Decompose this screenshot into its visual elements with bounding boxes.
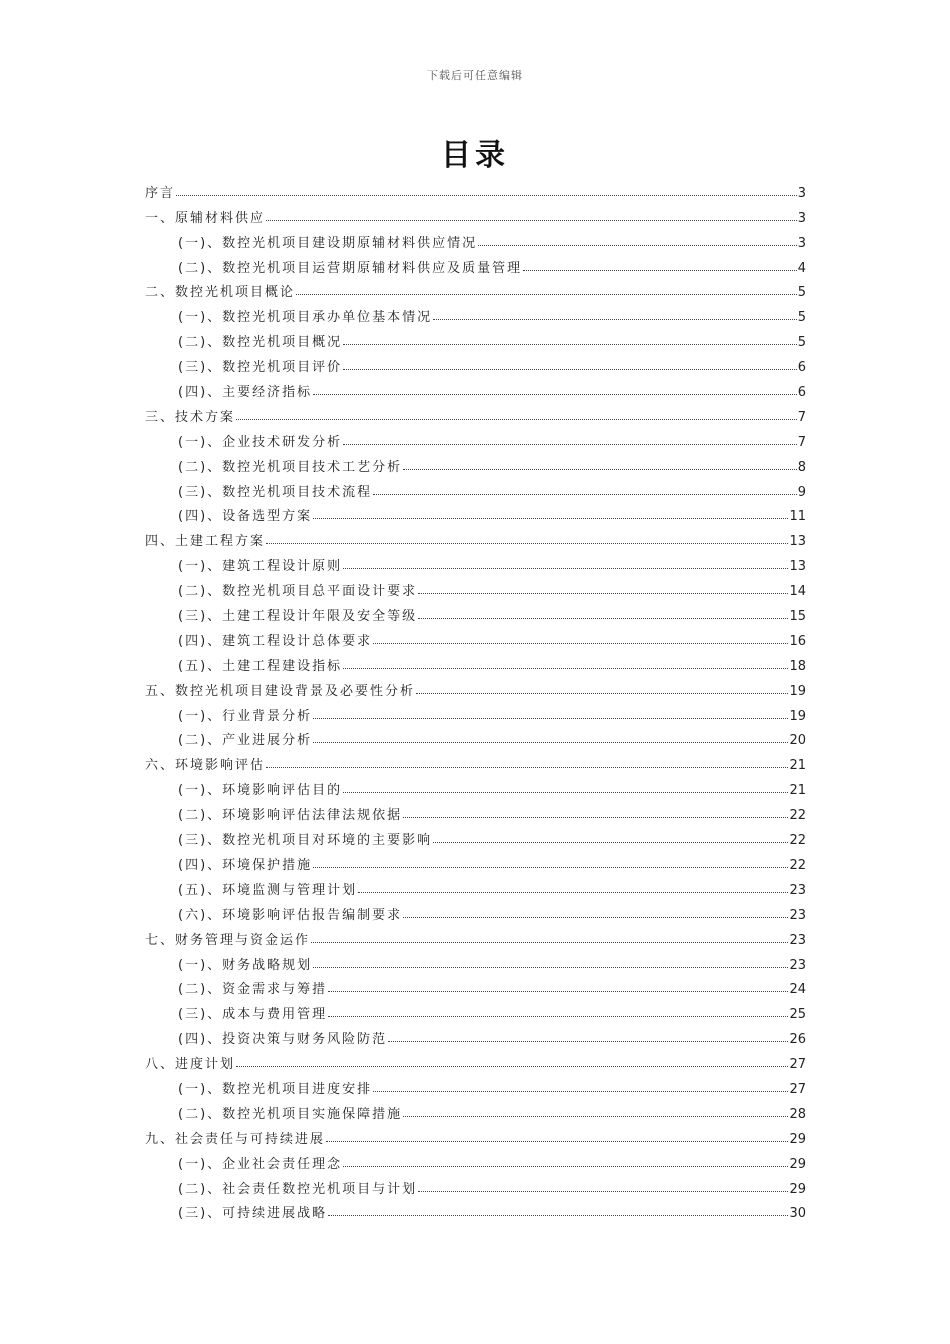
toc-entry-label: (一)、数控光机项目进度安排 <box>178 1081 373 1097</box>
toc-entry-label: 二、数控光机项目概论 <box>145 285 296 301</box>
toc-entry-page-number: 6 <box>797 385 806 401</box>
toc-dot-leader <box>313 742 788 743</box>
toc-entry-label: (二)、数控光机项目概况 <box>178 335 343 351</box>
toc-entry[interactable] <box>145 375 806 400</box>
toc-entry-label: (四)、环境保护措施 <box>178 857 313 873</box>
toc-entry[interactable] <box>145 1122 806 1147</box>
toc-entry-label: (三)、数控光机项目对环境的主要影响 <box>178 833 433 849</box>
toc-dot-leader <box>343 792 788 793</box>
toc-entry-page-number: 23 <box>789 957 806 973</box>
toc-entry-label: (四)、主要经济指标 <box>178 385 313 401</box>
toc-entry-label: (四)、投资决策与财务风险防范 <box>178 1032 388 1048</box>
toc-entry-page-number: 29 <box>789 1131 806 1147</box>
toc-dot-leader <box>388 1041 788 1042</box>
toc-entry-page-number: 7 <box>797 409 806 425</box>
toc-entry[interactable] <box>145 599 806 624</box>
toc-entry[interactable] <box>145 300 806 325</box>
header-note: 下载后可任意编辑 <box>427 69 523 82</box>
toc-dot-leader <box>358 892 788 893</box>
page-title: 目录 <box>441 138 509 173</box>
toc-entry-page-number: 23 <box>789 882 806 898</box>
toc-entry-page-number: 3 <box>797 210 806 226</box>
toc-dot-leader <box>311 942 788 943</box>
toc-dot-leader <box>416 693 788 694</box>
toc-dot-leader <box>343 668 788 669</box>
toc-dot-leader <box>176 195 797 196</box>
toc-entry-label: (三)、数控光机项目技术流程 <box>178 484 373 500</box>
toc-entry-page-number: 3 <box>797 235 806 251</box>
toc-entry-label: (一)、行业背景分析 <box>178 708 313 724</box>
toc-entry-label: (二)、资金需求与筹措 <box>178 982 328 998</box>
toc-entry-page-number: 28 <box>789 1106 806 1122</box>
toc-entry[interactable] <box>145 1097 806 1122</box>
toc-dot-leader <box>343 444 797 445</box>
toc-entry-label: (二)、数控光机项目技术工艺分析 <box>178 459 403 475</box>
toc-dot-leader <box>266 220 797 221</box>
toc-dot-leader <box>403 1116 788 1117</box>
toc-entry[interactable] <box>145 1197 806 1222</box>
toc-entry-label: 六、环境影响评估 <box>145 758 266 774</box>
toc-dot-leader <box>343 1166 788 1167</box>
toc-dot-leader <box>433 842 788 843</box>
toc-entry[interactable] <box>145 500 806 525</box>
toc-dot-leader <box>328 1016 788 1017</box>
toc-dot-leader <box>328 1215 788 1216</box>
toc-entry[interactable] <box>145 176 806 201</box>
toc-entry[interactable] <box>145 923 806 948</box>
toc-entry[interactable] <box>145 649 806 674</box>
toc-entry-page-number: 25 <box>789 1007 806 1023</box>
toc-dot-leader <box>373 643 788 644</box>
toc-entry-label: 七、财务管理与资金运作 <box>145 932 311 948</box>
toc-entry[interactable] <box>145 948 806 973</box>
toc-entry[interactable] <box>145 873 806 898</box>
toc-dot-leader <box>266 767 788 768</box>
toc-dot-leader <box>326 1141 788 1142</box>
toc-entry[interactable] <box>145 524 806 549</box>
toc-entry-page-number: 8 <box>797 459 806 475</box>
toc-entry-label: (三)、土建工程设计年限及安全等级 <box>178 609 418 625</box>
table-of-contents <box>145 176 806 1221</box>
toc-entry[interactable] <box>145 400 806 425</box>
toc-dot-leader <box>296 294 797 295</box>
toc-entry-page-number: 22 <box>789 808 806 824</box>
toc-entry[interactable] <box>145 748 806 773</box>
toc-dot-leader <box>418 1191 788 1192</box>
toc-entry-label: (二)、数控光机项目运营期原辅材料供应及质量管理 <box>178 260 523 276</box>
toc-entry-label: 三、技术方案 <box>145 409 236 425</box>
toc-entry-label: 一、原辅材料供应 <box>145 210 266 226</box>
toc-entry-label: (五)、土建工程建设指标 <box>178 658 343 674</box>
toc-entry[interactable] <box>145 1047 806 1072</box>
toc-entry[interactable] <box>145 848 806 873</box>
toc-entry-page-number: 11 <box>789 509 806 525</box>
toc-entry-page-number: 22 <box>789 833 806 849</box>
toc-dot-leader <box>373 1091 788 1092</box>
toc-dot-leader <box>236 1066 788 1067</box>
toc-dot-leader <box>343 568 788 569</box>
toc-entry[interactable] <box>145 201 806 226</box>
toc-entry[interactable] <box>145 350 806 375</box>
toc-dot-leader <box>343 344 797 345</box>
toc-entry[interactable] <box>145 325 806 350</box>
toc-dot-leader <box>343 369 797 370</box>
toc-dot-leader <box>236 419 797 420</box>
toc-entry-label: (一)、企业技术研发分析 <box>178 434 343 450</box>
toc-entry-label: (二)、环境影响评估法律法规依据 <box>178 808 403 824</box>
toc-entry-page-number: 29 <box>789 1181 806 1197</box>
toc-dot-leader <box>418 593 788 594</box>
toc-entry-label: (一)、建筑工程设计原则 <box>178 559 343 575</box>
toc-entry[interactable] <box>145 823 806 848</box>
toc-entry[interactable] <box>145 549 806 574</box>
toc-dot-leader <box>418 618 788 619</box>
toc-entry-page-number: 24 <box>789 982 806 998</box>
toc-entry-page-number: 18 <box>789 658 806 674</box>
toc-entry[interactable] <box>145 1072 806 1097</box>
toc-entry-page-number: 19 <box>789 683 806 699</box>
toc-entry-label: (三)、数控光机项目评价 <box>178 360 343 376</box>
toc-entry-page-number: 13 <box>789 534 806 550</box>
toc-dot-leader <box>328 991 788 992</box>
toc-dot-leader <box>403 817 788 818</box>
toc-entry-page-number: 5 <box>797 335 806 351</box>
toc-entry-label: (二)、产业进展分析 <box>178 733 313 749</box>
toc-entry-page-number: 5 <box>797 285 806 301</box>
toc-entry[interactable] <box>145 674 806 699</box>
toc-entry-label: (二)、数控光机项目实施保障措施 <box>178 1106 403 1122</box>
toc-entry-page-number: 4 <box>797 260 806 276</box>
toc-entry-page-number: 27 <box>789 1081 806 1097</box>
toc-entry-page-number: 20 <box>789 733 806 749</box>
toc-entry-page-number: 3 <box>797 185 806 201</box>
toc-entry-label: (一)、企业社会责任理念 <box>178 1156 343 1172</box>
toc-entry-page-number: 14 <box>789 584 806 600</box>
toc-entry-page-number: 6 <box>797 360 806 376</box>
toc-entry[interactable] <box>145 699 806 724</box>
toc-entry-label: (二)、数控光机项目总平面设计要求 <box>178 584 418 600</box>
toc-entry-label: (一)、财务战略规划 <box>178 957 313 973</box>
toc-entry-label: (五)、环境监测与管理计划 <box>178 882 358 898</box>
toc-dot-leader <box>403 917 788 918</box>
toc-entry-label: 八、进度计划 <box>145 1057 236 1073</box>
toc-entry-page-number: 29 <box>789 1156 806 1172</box>
toc-dot-leader <box>313 718 788 719</box>
toc-entry[interactable] <box>145 1172 806 1197</box>
toc-entry-page-number: 16 <box>789 633 806 649</box>
toc-entry[interactable] <box>145 773 806 798</box>
toc-entry[interactable] <box>145 276 806 301</box>
toc-entry[interactable] <box>145 475 806 500</box>
toc-dot-leader <box>403 469 797 470</box>
toc-entry-page-number: 15 <box>789 609 806 625</box>
toc-entry-page-number: 26 <box>789 1032 806 1048</box>
toc-entry[interactable] <box>145 898 806 923</box>
toc-entry-label: 九、社会责任与可持续进展 <box>145 1131 326 1147</box>
toc-entry-page-number: 13 <box>789 559 806 575</box>
toc-entry-page-number: 23 <box>789 907 806 923</box>
toc-entry[interactable] <box>145 450 806 475</box>
toc-entry-label: 序言 <box>145 185 176 201</box>
toc-entry-page-number: 9 <box>797 484 806 500</box>
toc-entry-page-number: 5 <box>797 310 806 326</box>
toc-entry-page-number: 27 <box>789 1057 806 1073</box>
toc-entry[interactable] <box>145 624 806 649</box>
toc-entry-label: (四)、建筑工程设计总体要求 <box>178 633 373 649</box>
toc-dot-leader <box>478 245 797 246</box>
toc-entry-page-number: 30 <box>789 1206 806 1222</box>
toc-entry-label: (六)、环境影响评估报告编制要求 <box>178 907 403 923</box>
toc-entry-page-number: 23 <box>789 932 806 948</box>
toc-dot-leader <box>433 319 797 320</box>
toc-entry-page-number: 21 <box>789 758 806 774</box>
toc-entry-label: (一)、数控光机项目承办单位基本情况 <box>178 310 433 326</box>
toc-dot-leader <box>313 518 788 519</box>
toc-dot-leader <box>523 270 797 271</box>
toc-dot-leader <box>373 494 797 495</box>
toc-entry-label: (三)、成本与费用管理 <box>178 1007 328 1023</box>
toc-entry-label: (四)、设备选型方案 <box>178 509 313 525</box>
toc-dot-leader <box>266 543 788 544</box>
toc-entry[interactable] <box>145 574 806 599</box>
toc-entry-label: 四、土建工程方案 <box>145 534 266 550</box>
toc-entry-page-number: 7 <box>797 434 806 450</box>
toc-entry-label: (一)、数控光机项目建设期原辅材料供应情况 <box>178 235 478 251</box>
toc-entry[interactable] <box>145 997 806 1022</box>
toc-entry-label: (一)、环境影响评估目的 <box>178 783 343 799</box>
toc-entry[interactable] <box>145 251 806 276</box>
toc-entry-page-number: 22 <box>789 857 806 873</box>
toc-dot-leader <box>313 867 788 868</box>
toc-entry[interactable] <box>145 226 806 251</box>
toc-entry[interactable] <box>145 798 806 823</box>
toc-entry-label: (二)、社会责任数控光机项目与计划 <box>178 1181 418 1197</box>
toc-dot-leader <box>313 394 797 395</box>
toc-dot-leader <box>313 967 788 968</box>
toc-entry-page-number: 21 <box>789 783 806 799</box>
toc-entry-page-number: 19 <box>789 708 806 724</box>
toc-entry-label: 五、数控光机项目建设背景及必要性分析 <box>145 683 416 699</box>
toc-entry[interactable] <box>145 724 806 749</box>
toc-entry[interactable] <box>145 1147 806 1172</box>
toc-entry[interactable] <box>145 425 806 450</box>
toc-entry[interactable] <box>145 1022 806 1047</box>
toc-entry-label: (三)、可持续进展战略 <box>178 1206 328 1222</box>
toc-entry[interactable] <box>145 973 806 998</box>
